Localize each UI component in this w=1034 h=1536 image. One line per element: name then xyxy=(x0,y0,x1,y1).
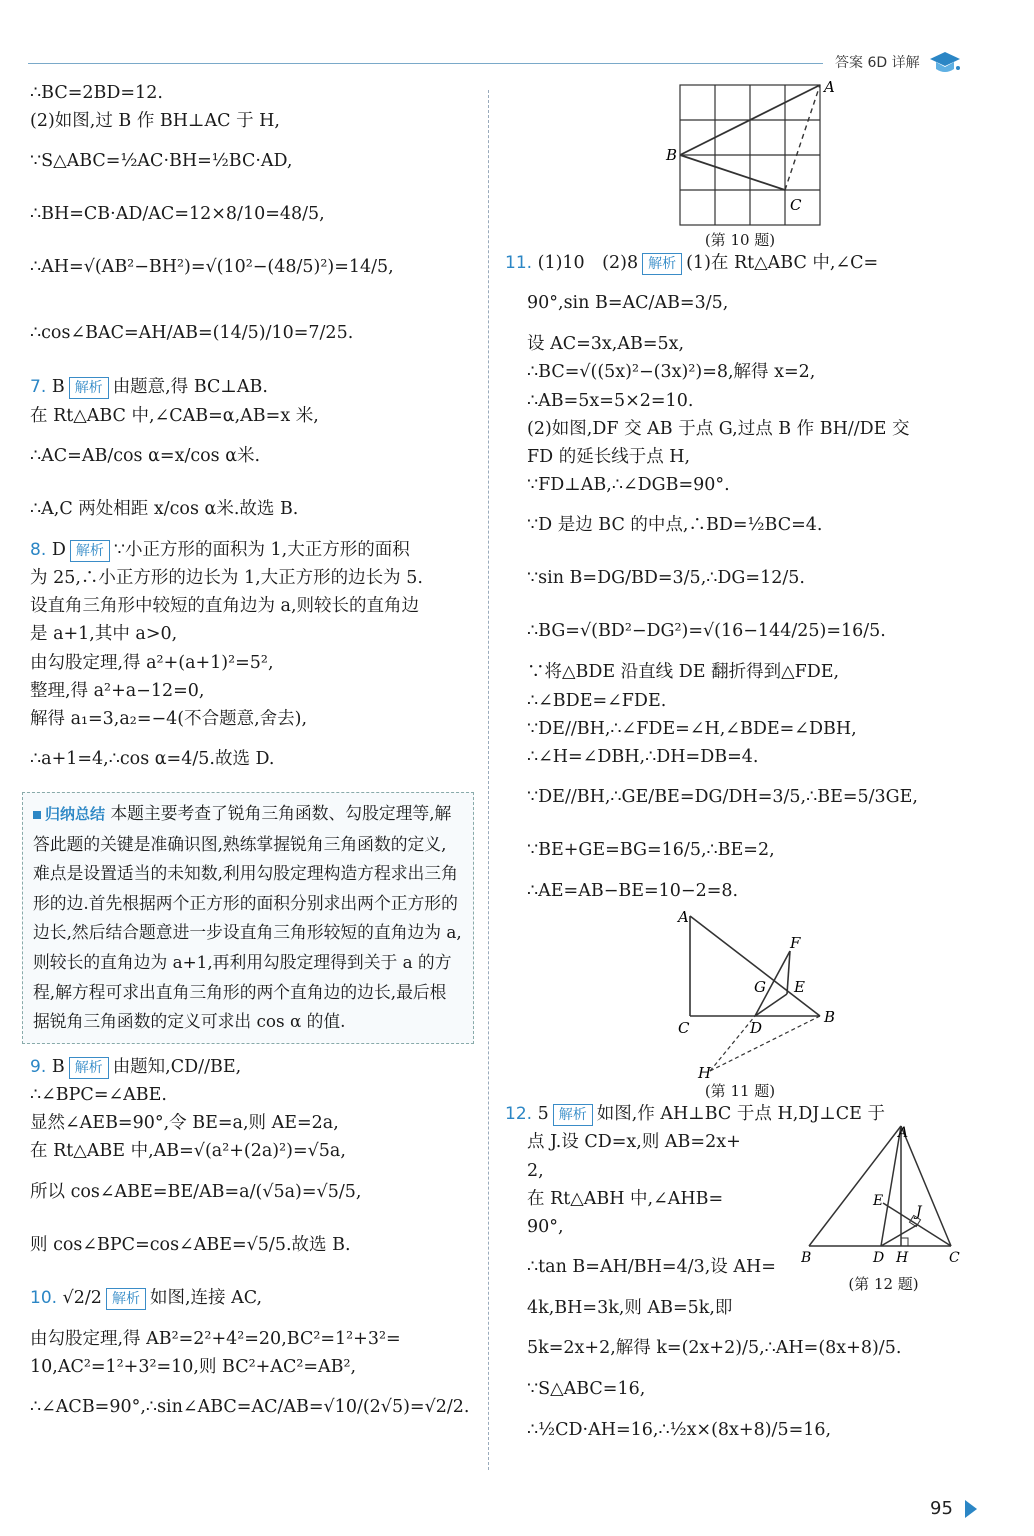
solution-line: ∴∠BPC=∠ABE. xyxy=(30,1085,167,1105)
analysis-tag: 解析 xyxy=(106,1288,146,1310)
column-divider xyxy=(488,90,489,1470)
question-7 xyxy=(30,374,475,533)
solution-line: ∴AC=AB/cos α=x/cos α米. xyxy=(30,445,261,466)
solution-line: ∵BE+GE=BG=16/5,∴BE=2, xyxy=(527,840,775,861)
solution-line: ∴BC=√((5x)²−(3x)²)=8,解得 x=2, xyxy=(527,362,816,383)
solution-line: 如图,连接 AC, xyxy=(149,1287,263,1308)
graduation-cap-icon xyxy=(928,50,962,76)
solution-line: ∴∠BDE=∠FDE. xyxy=(527,690,667,711)
solution-line: ∵S△ABC=½AC·BH=½BC·AD, xyxy=(30,151,293,172)
solution-line: ∵FD⊥AB,∴∠DGB=90°. xyxy=(527,475,730,496)
solution-line: 所以 cos∠ABE=BE/AB=a/(√5a)=√5/5, xyxy=(30,1181,362,1202)
solution-line: ∵将△BDE 沿直线 DE 翻折得到△FDE, xyxy=(527,662,840,683)
solution-line: (1)在 Rt△ABC 中,∠C= xyxy=(686,253,879,273)
question-number: 9. xyxy=(30,1056,47,1077)
solution-line: 由勾股定理,得 AB²=2²+4²=20,BC²=1²+3²= xyxy=(30,1328,401,1349)
analysis-tag: 解析 xyxy=(69,1057,109,1079)
question-10 xyxy=(30,1273,475,1432)
answer: (1)10 (2)8 xyxy=(537,253,639,273)
solution-line: ∴A,C 两处相距 x/cos α米.故选 B. xyxy=(30,498,299,519)
figure-label: E xyxy=(873,1193,884,1210)
summary-text: 本题主要考查了锐角三角函数、勾股定理等,解答此题的关键是准确识图,熟练掌握锐角三角函数的定义,难点是设置适当的未知数,利用勾股定理构造方程求出三角形的边.首先根据两个正方形的面积分别求出两个正方形的边长,然后结合题意进一步设直角三角形较短的直角边为 a,则较长的直角边为 a+1,再利用勾股定理得到关于 a 的方程,解方程可求出直角三角形的两个直角边的边长,最后根据锐角三角函数的定义可求出 cos α 的值. xyxy=(33,803,462,1032)
question-12 xyxy=(505,1101,975,1454)
solution-line: 90°, xyxy=(527,1217,564,1237)
answer: 5 xyxy=(537,1104,549,1125)
question-number: 11. xyxy=(505,253,533,273)
solution-line: 点 J.设 CD=x,则 AB=2x+ xyxy=(527,1132,741,1153)
solution-line: ∴cos∠BAC=AH/AB=(14/5)/10=7/25. xyxy=(30,323,354,344)
page-marker-icon xyxy=(965,1500,977,1518)
solution-line: 如图,作 AH⊥BC 于点 H,DJ⊥CE 于 xyxy=(596,1104,886,1125)
solution-line: (2)如图,DF 交 AB 于点 G,过点 B 作 BH//DE 交 xyxy=(527,418,910,439)
analysis-tag: 解析 xyxy=(69,377,109,399)
solution-line: 整理,得 a²+a−12=0, xyxy=(30,680,205,701)
figure-label: B xyxy=(824,1008,836,1027)
solution-line: (2)如图,过 B 作 BH⊥AC 于 H, xyxy=(30,111,280,132)
figure-label: A xyxy=(898,1125,909,1142)
question-9-head xyxy=(30,1054,475,1080)
solution-line: ∵S△ABC=16, xyxy=(527,1379,646,1400)
solution-line: ∴½CD·AH=16,∴½x×(8x+8)/5=16, xyxy=(527,1419,832,1440)
figure-label: A xyxy=(824,80,835,96)
solution-line: 5k=2x+2,解得 k=(2x+2)/5,∴AH=(8x+8)/5. xyxy=(527,1338,902,1359)
solution-line: 设直角三角形中较短的直角边为 a,则较长的直角边 xyxy=(30,596,420,617)
figure-label: C xyxy=(949,1250,960,1267)
solution-line: 显然∠AEB=90°,令 BE=a,则 AE=2a, xyxy=(30,1113,339,1134)
question-10-head xyxy=(30,1273,475,1323)
solution-line: 在 Rt△ABH 中,∠AHB= xyxy=(527,1188,724,1209)
figure-11 xyxy=(640,906,840,1081)
figure-label: F xyxy=(790,934,801,953)
figure-label: E xyxy=(794,978,805,997)
analysis-tag: 解析 xyxy=(553,1104,593,1126)
solution-line: ∵D 是边 BC 的中点,∴BD=½BC=4. xyxy=(527,515,823,536)
solution-line: ∵sin B=DG/BD=3/5,∴DG=12/5. xyxy=(527,568,805,589)
summary-box xyxy=(22,792,474,1044)
solution-line: ∵小正方形的面积为 1,大正方形的面积 xyxy=(113,539,410,560)
header-rule xyxy=(28,63,823,64)
solution-line: 在 Rt△ABC 中,∠CAB=α,AB=x 米, xyxy=(30,405,319,426)
question-9 xyxy=(30,1054,475,1270)
page-number: 95 xyxy=(930,1498,953,1519)
solution-line: ∴BG=√(BD²−DG²)=√(16−144/25)=16/5. xyxy=(527,621,886,642)
figure-label: C xyxy=(678,1019,690,1038)
solution-line: 为 25,∴小正方形的边长为 1,大正方形的边长为 5. xyxy=(30,567,423,588)
header-title: 答案 6D 详解 xyxy=(835,55,920,71)
solution-line: 则 cos∠BPC=cos∠ABE=√5/5.故选 B. xyxy=(30,1234,351,1255)
solution-line: ∵DE//BH,∴GE/BE=DG/DH=3/5,∴BE=5/3GE, xyxy=(527,787,918,808)
solution-line: 在 Rt△ABE 中,AB=√(a²+(2a)²)=√5a, xyxy=(30,1141,346,1162)
solution-line: 4k,BH=3k,则 AB=5k,即 xyxy=(527,1298,733,1319)
solution-line: 2, xyxy=(527,1160,544,1181)
left-column xyxy=(30,80,475,1435)
solution-line: ∴BH=CB·AD/AC=12×8/10=48/5, xyxy=(30,204,325,225)
solution-line: 由题知,CD//BE, xyxy=(112,1056,242,1077)
figure-label: G xyxy=(754,978,766,997)
figure-caption: (第 11 题) xyxy=(704,1082,776,1101)
question-8 xyxy=(30,537,475,784)
analysis-tag: 解析 xyxy=(70,540,110,562)
solution-line: ∴∠ACB=90°,∴sin∠ABC=AC/AB=√10/(2√5)=√2/2. xyxy=(30,1396,470,1417)
solution-line: 解得 a₁=3,a₂=−4(不合题意,舍去), xyxy=(30,708,308,729)
solution-line: ∵DE//BH,∴∠FDE=∠H,∠BDE=∠DBH, xyxy=(527,718,857,739)
figure-label: B xyxy=(666,146,678,164)
figure-label: H xyxy=(896,1250,909,1267)
summary-tag: 归纳总结 xyxy=(45,805,106,824)
solution-line: FD 的延长线于点 H, xyxy=(527,446,691,467)
figure-12 xyxy=(801,1121,966,1266)
figure-label: J xyxy=(916,1204,922,1221)
answer: √2/2 xyxy=(62,1287,102,1308)
analysis-tag: 解析 xyxy=(642,253,682,275)
figure-12-wrap xyxy=(801,1121,966,1294)
answer: B xyxy=(51,1056,65,1077)
right-column xyxy=(505,80,975,1458)
solution-line: ∴AH=√(AB²−BH²)=√(10²−(48/5)²)=14/5, xyxy=(30,257,394,278)
solution-line: 90°,sin B=AC/AB=3/5, xyxy=(527,293,729,314)
bullet-icon xyxy=(33,811,41,819)
question-8-head xyxy=(30,537,475,563)
solution-line: ∴AB=5x=5×2=10. xyxy=(527,390,694,411)
solution-line: ∴a+1=4,∴cos α=4/5.故选 D. xyxy=(30,749,275,770)
solution-line: ∴tan B=AH/BH=4/3,设 AH= xyxy=(527,1257,776,1278)
solution-line: ∴AE=AB−BE=10−2=8. xyxy=(527,881,739,902)
question-number: 7. xyxy=(30,377,47,398)
solution-line: 由勾股定理,得 a²+(a+1)²=5², xyxy=(30,652,274,673)
figure-caption: (第 10 题) xyxy=(704,231,776,249)
solution-line: 由题意,得 BC⊥AB. xyxy=(112,377,268,398)
solution-line: ∴∠H=∠DBH,∴DH=DB=4. xyxy=(527,746,759,767)
question-number: 8. xyxy=(30,539,47,560)
solution-line: ∴BC=2BD=12. xyxy=(30,83,163,103)
figure-label: D xyxy=(750,1019,763,1038)
figure-label: D xyxy=(873,1250,885,1267)
question-11-head xyxy=(505,250,975,276)
solution-line: 设 AC=3x,AB=5x, xyxy=(527,334,685,355)
question-number: 12. xyxy=(505,1104,533,1125)
answer: B xyxy=(51,377,65,398)
figure-label: H xyxy=(698,1064,712,1082)
question-11 xyxy=(505,250,975,904)
figure-label: A xyxy=(678,908,689,927)
question-7-head xyxy=(30,374,475,400)
solution-line: 10,AC²=1²+3²=10,则 BC²+AC²=AB², xyxy=(30,1356,357,1377)
figure-caption: (第 12 题) xyxy=(848,1275,919,1294)
figure-label: C xyxy=(790,196,802,214)
solution-line: 是 a+1,其中 a>0, xyxy=(30,624,178,645)
answer: D xyxy=(51,539,66,560)
figure-label: B xyxy=(801,1250,812,1267)
question-number: 10. xyxy=(30,1287,58,1308)
figure-10 xyxy=(640,80,840,230)
